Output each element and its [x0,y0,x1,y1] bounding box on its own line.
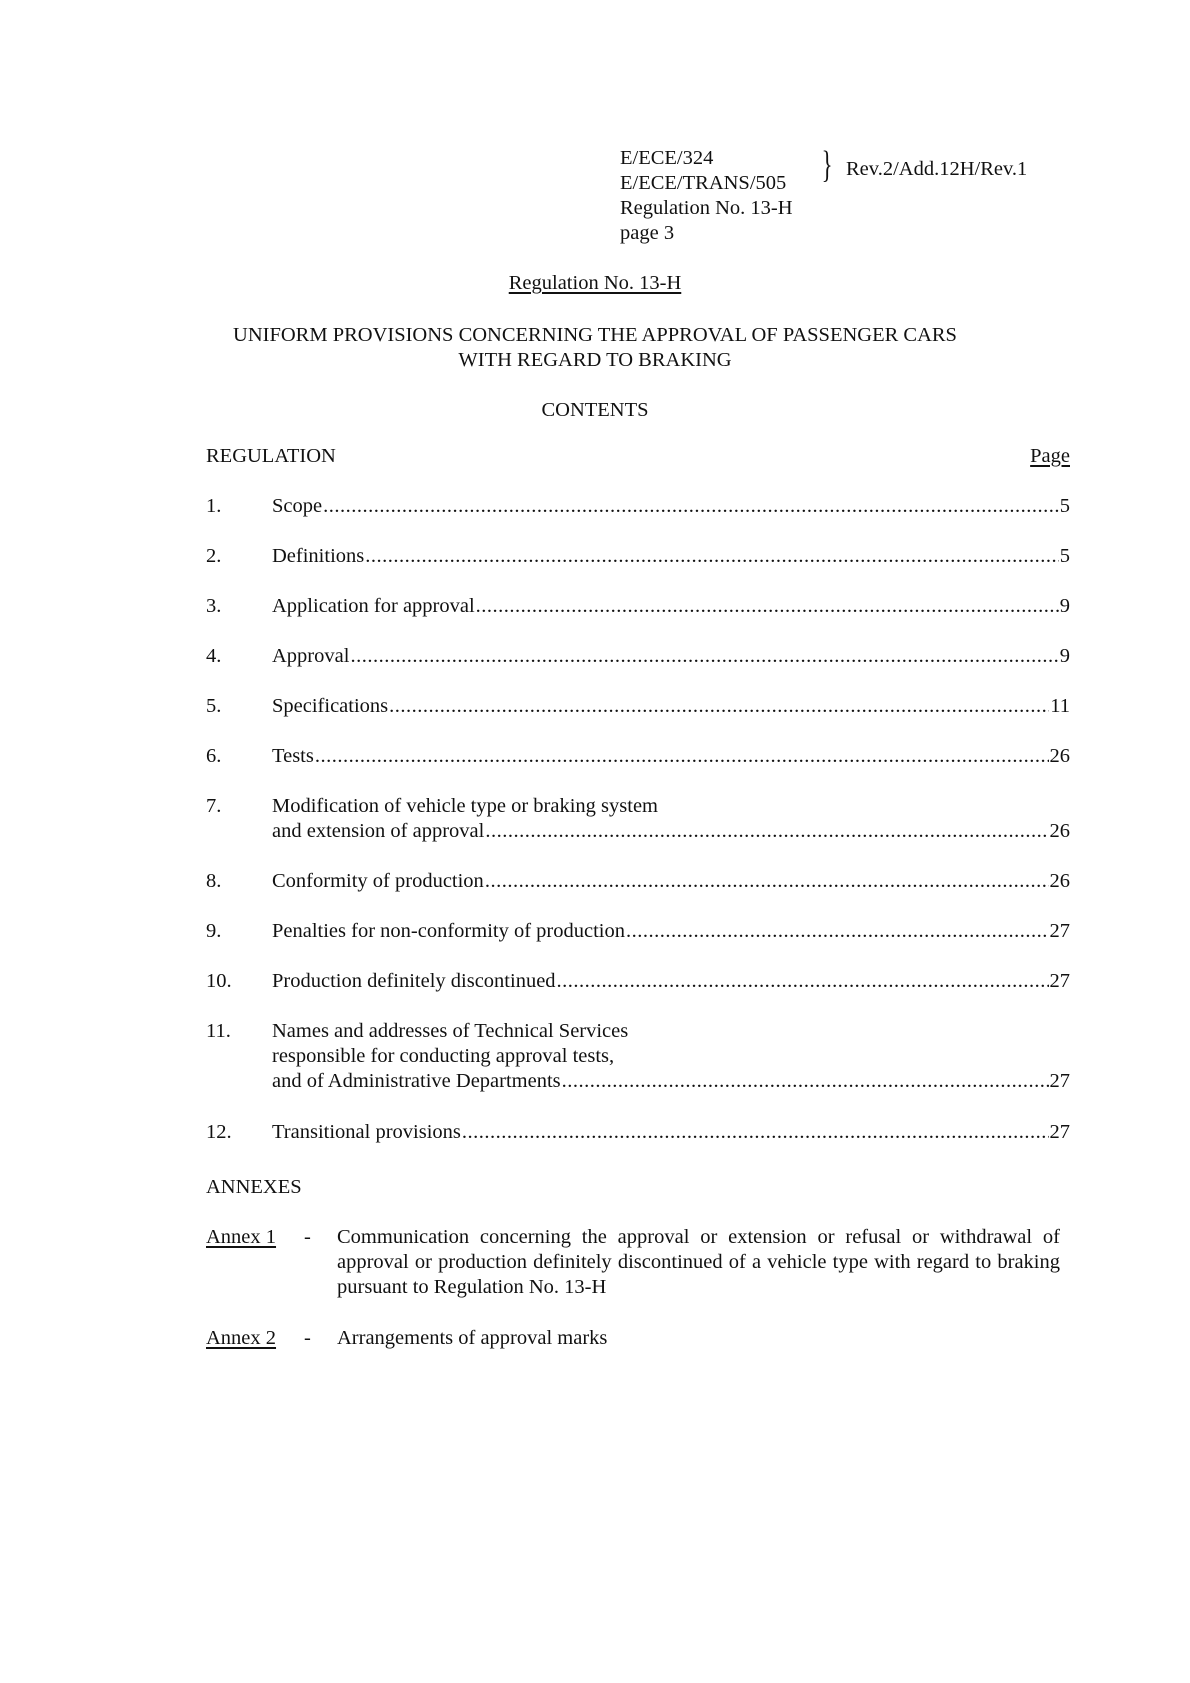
toc-title: Approval [272,645,350,667]
toc-number: 8. [206,870,222,892]
toc-number: 12. [206,1121,232,1143]
toc-page: 26 [1049,820,1070,842]
main-title-line-1: UNIFORM PROVISIONS CONCERNING THE APPROVAL OF PASSENGER CARS [233,324,957,346]
header-brace: } [821,144,833,186]
regulation-reference: Regulation No. 13-H [620,197,793,219]
toc-page: 27 [1049,920,1070,942]
toc-title: Tests [272,745,314,767]
toc-page: 26 [1049,745,1070,767]
toc-page: 9 [1059,645,1070,667]
toc-page: 27 [1049,970,1070,992]
dot-leader [365,544,1059,569]
regulation-label: REGULATION [206,445,336,467]
revision-reference: Rev.2/Add.12H/Rev.1 [846,158,1028,180]
main-title-line-2: WITH REGARD TO BRAKING [458,349,732,371]
toc-number: 3. [206,595,222,617]
toc-title: Names and addresses of Technical Services [272,1020,629,1042]
toc-title: Transitional provisions [272,1121,461,1143]
toc-title: Definitions [272,545,365,567]
toc-page: 5 [1059,545,1070,567]
regulation-title-text: Regulation No. 13-H [508,272,682,294]
document-symbol: E/ECE/324 [620,147,714,169]
regulation-title [0,271,1190,296]
toc-title: Specifications [272,695,389,717]
toc-title: Scope [272,495,323,517]
toc-title: Modification of vehicle type or braking system [272,795,658,817]
toc-page: 11 [1050,695,1070,717]
toc-number: 7. [206,795,222,817]
toc-header-row [206,444,1070,469]
toc-title: responsible for conducting approval tests, [272,1045,615,1067]
annex-label[interactable]: Annex 1 [206,1226,277,1248]
toc-title: and of Administrative Departments [272,1070,561,1092]
annex-label[interactable]: Annex 2 [206,1327,277,1349]
page-column-label: Page [1030,445,1070,467]
document-symbol: E/ECE/TRANS/505 [620,172,787,194]
dot-leader [562,1069,1049,1094]
toc-page: 26 [1049,870,1070,892]
toc-number: 10. [206,970,232,992]
annex-description: Arrangements of approval marks [337,1327,608,1349]
annex-dash: - [304,1327,311,1349]
toc-title: Penalties for non-conformity of production [272,920,625,942]
dot-leader [485,869,1049,894]
document-symbol-block [620,146,793,246]
toc-number: 11. [206,1020,231,1042]
dot-leader [462,1120,1049,1145]
annex-dash: - [304,1226,311,1248]
page-number: page 3 [620,222,675,244]
dot-leader [626,919,1049,944]
annexes-heading: ANNEXES [206,1176,302,1198]
dot-leader [557,969,1049,994]
toc-number: 2. [206,545,222,567]
toc-title: Conformity of production [272,870,484,892]
dot-leader [476,594,1059,619]
dot-leader [315,744,1049,769]
contents-heading: CONTENTS [541,399,649,421]
toc-page: 9 [1059,595,1070,617]
toc-number: 4. [206,645,222,667]
toc-title: Application for approval [272,595,475,617]
toc-number: 1. [206,495,222,517]
dot-leader [389,694,1049,719]
toc-number: 5. [206,695,222,717]
toc-title: Production definitely discontinued [272,970,556,992]
toc-page: 27 [1049,1121,1070,1143]
annex-description: Communication concerning the approval or extension or refusal or withdrawal of approval or production definitely discontinued of a vehicle type with regard to braking pursuant to Regulation No. 13-H [337,1226,1060,1298]
toc-number: 6. [206,745,222,767]
toc-number: 9. [206,920,222,942]
dot-leader [350,644,1058,669]
toc-title: and extension of approval [272,820,485,842]
dot-leader [485,819,1048,844]
toc-page: 27 [1049,1070,1070,1092]
dot-leader [323,494,1059,519]
toc-page: 5 [1059,495,1070,517]
